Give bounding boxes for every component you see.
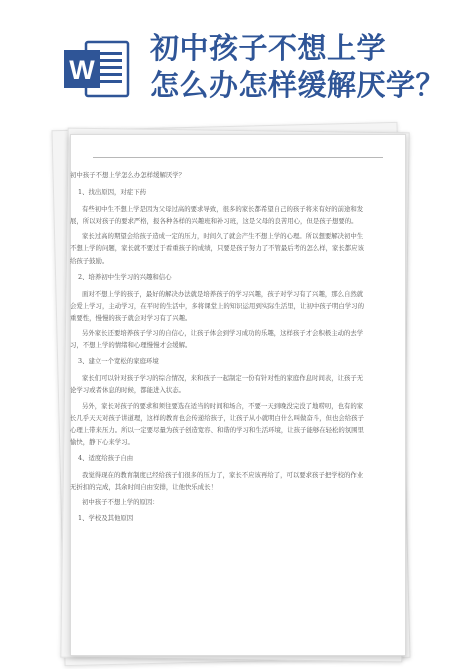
- page-title: [150, 30, 470, 104]
- section-heading: 1、学校及其他原因: [78, 514, 134, 523]
- paragraph: 有些初中生不想上学是因为父母过高的要求导致，很多的家长都希望自己的孩子将来有好的前途和发展，所以对孩子的要求严格，报各种各样的兴趣班和补习班，这是父母的良苦用心，但是孩子想要的。: [70, 205, 364, 226]
- section-heading: 4、适度给孩子自由: [78, 453, 134, 462]
- paragraph: 家长们可以针对孩子学习的综合情况，来和孩子一起制定一份有针对性的家庭作息时间表，让孩子无论学习或者休息的时候，都能进入状态。: [70, 374, 364, 395]
- section-heading: 3、建立一个宽松的家庭环境: [78, 357, 159, 366]
- paragraph: 另外家长还要培养孩子学习的自信心，让孩子体会到学习成功的乐趣，这样孩子才会积极主动的去学习，不想上学的情绪和心理慢慢才会缓解。: [70, 329, 364, 350]
- paragraph: 我觉得现在的教育制度已经给孩子们很多的压力了，家长不应该再给了，可以要求孩子把学校的作业无折扣的完成，其余时间自由安排，让他快乐成长！: [70, 470, 364, 492]
- word-document-icon: [62, 38, 130, 100]
- document-body: [70, 166, 366, 529]
- word-icon-letter: W: [69, 55, 95, 85]
- document-paragraphs: [70, 186, 366, 524]
- paragraph: 初中孩子不想上学的原因：: [82, 498, 159, 507]
- paragraph: 家长过高的期望会给孩子造成一定的压力，时间久了就会产生不想上学的心理。所以想要解决初中生不想上学的问题，家长就不要过于看重孩子的成绩，只要是孩子努力了不管最后考的怎么样，家长都应该给孩子鼓励。: [70, 232, 364, 265]
- section-heading: 2、培养初中生学习的兴趣和信心: [78, 272, 172, 281]
- header-rule: [93, 157, 383, 158]
- paragraph: 另外，家长对孩子的要求和须往要选在适当的时间和场合，不要一天到晚没完没了地唠叨，也有的家长几乎天天对孩子讲道理，这样的教育也会传递给孩子，让孩子从小就明白什么叫做奋斗，但也会给孩子心理上带来压力。所以一定要尽量为孩子创造宽容、和谐的学习和生活环境，让孩子能够在轻松的氛围里愉快，静下心来学习。: [70, 401, 364, 446]
- section-heading: 1、找出原因，对症下药: [78, 188, 146, 197]
- paragraph: 面对不想上学的孩子，最好的解决办法就是培养孩子的学习兴趣，孩子对学习有了兴趣，那么自然就会爱上学习，主动学习，在平时的生活中，多将课堂上的知识运用到实际生活里，让初中孩子明白学习的重要性，慢慢的孩子就会对学习有了兴趣。: [70, 289, 364, 322]
- title-banner: [0, 0, 474, 120]
- page-title-line-2: 怎么办怎样缓解厌学？: [150, 68, 446, 102]
- document-heading: 初中孩子不想上学怎么办怎样缓解厌学？: [70, 171, 186, 179]
- page-title-line-1: 初中孩子不想上学: [150, 31, 387, 65]
